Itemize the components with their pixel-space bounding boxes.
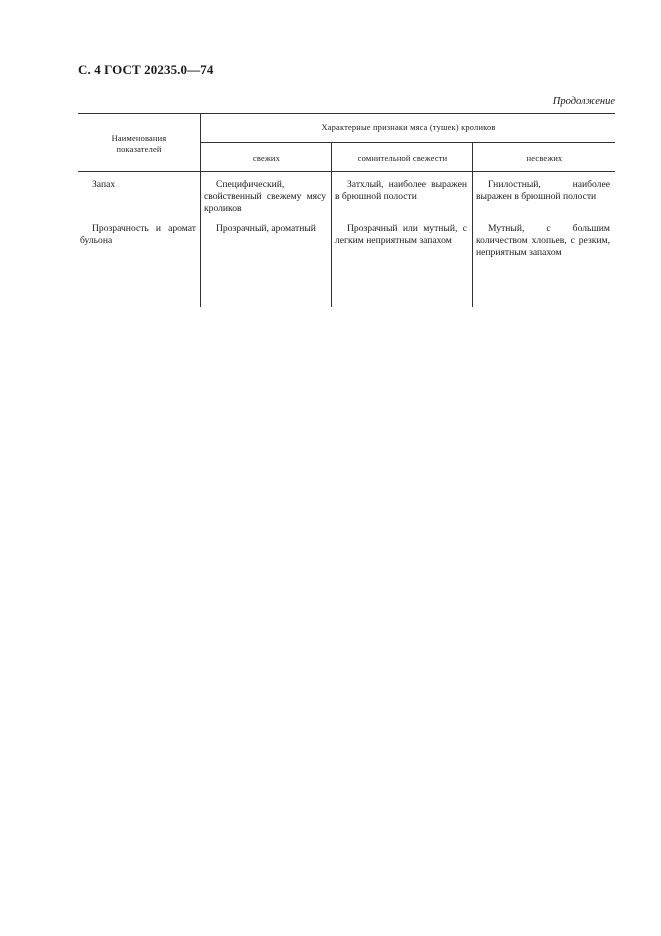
header-stale: несвежих: [526, 154, 563, 163]
header-fresh: свежих: [253, 154, 280, 163]
indicators-table: [78, 113, 615, 307]
table-top-border: [78, 113, 615, 114]
header-doubtful: сомнительной свежести: [357, 154, 448, 163]
column-divider-3: [472, 142, 473, 307]
row-broth-doubtful: Прозрачный или мутный, с легким неприятным запахом: [335, 223, 467, 246]
column-divider-1: [200, 113, 201, 307]
header-group-characteristics: Характерные признаки мяса (тушек) кроликов: [321, 123, 496, 132]
row-smell-stale: Гнилостный, наиболее выражен в брюшной полости: [476, 179, 610, 202]
continuation-label: Продолжение: [552, 96, 615, 107]
row-smell-name: Запах: [92, 179, 116, 190]
row-broth-stale: Мутный, с большим количеством хлопьев, с резким, неприятным запахом: [476, 223, 610, 258]
header-bottom-border: [78, 171, 615, 172]
header-indicator-names: Наименования показателей: [111, 134, 167, 154]
row-broth-name: Прозрачность и аромат бульона: [80, 223, 196, 246]
row-broth-fresh: Прозрачный, ароматный: [216, 223, 316, 234]
page-header: С. 4 ГОСТ 20235.0—74: [78, 62, 214, 77]
group-header-divider: [200, 142, 615, 143]
row-smell-doubtful: Затхлый, наиболее выражен в брюшной полости: [335, 179, 467, 202]
row-smell-fresh: Специфический, свойственный свежему мясу кроликов: [204, 179, 326, 214]
column-divider-2: [331, 142, 332, 307]
